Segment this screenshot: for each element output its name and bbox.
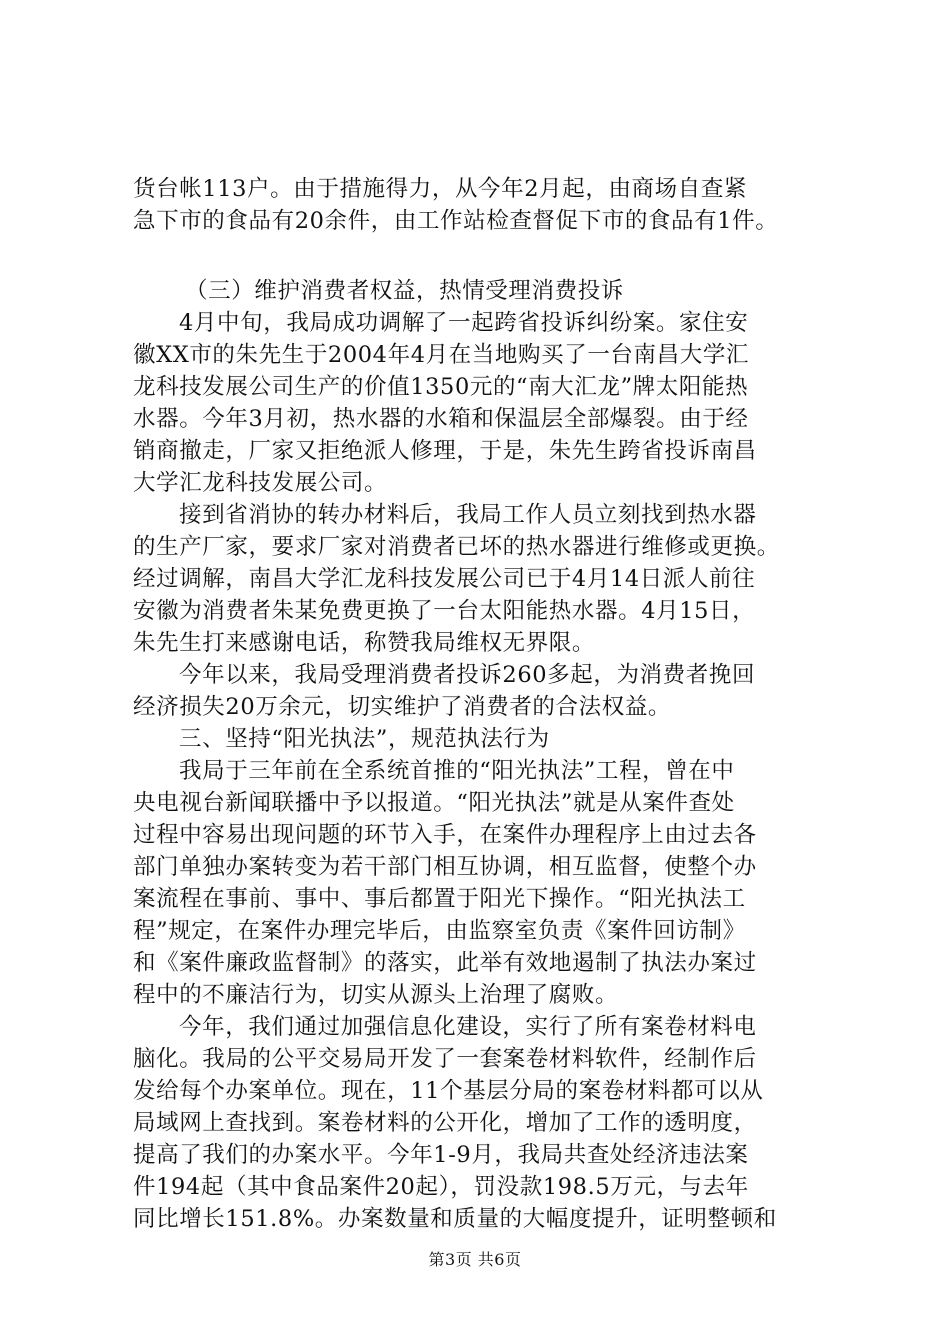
body-line: 安徽为消费者朱某免费更换了一台太阳能热水器。4月15日， [133, 598, 756, 624]
page-number: 第3页 共6页 [428, 1250, 522, 1269]
body-line: 的生产厂家，要求厂家对消费者已坏的热水器进行维修或更换。 [133, 534, 780, 560]
document-body [133, 173, 833, 1235]
body-line: 接到省消协的转办材料后，我局工作人员立刻找到热水器 [179, 502, 757, 528]
body-line: 货台帐113户。由于措施得力，从今年2月起，由商场自查紧 [133, 176, 748, 202]
body-line: 提高了我们的办案水平。今年1-9月，我局共查处经济违法案 [133, 1142, 749, 1168]
body-line: 今年，我们通过加强信息化建设，实行了所有案卷材料电 [179, 1014, 757, 1040]
body-line: 件194起（其中食品案件20起），罚没款198.5万元，与去年 [133, 1174, 749, 1200]
body-line: 经济损失20万余元，切实维护了消费者的合法权益。 [133, 694, 672, 720]
body-line: 程中的不廉洁行为，切实从源头上治理了腐败。 [133, 982, 619, 1008]
body-line: 央电视台新闻联播中予以报道。“阳光执法”就是从案件查处 [133, 790, 735, 816]
body-line: 经过调解，南昌大学汇龙科技发展公司已于4月14日派人前往 [133, 566, 756, 592]
body-line: 今年以来，我局受理消费者投诉260多起，为消费者挽回 [179, 662, 756, 688]
body-line: 我局于三年前在全系统首推的“阳光执法”工程，曾在中 [179, 758, 735, 784]
body-line: 水器。今年3月初，热水器的水箱和保温层全部爆裂。由于经 [133, 406, 749, 432]
section-heading: 三、坚持“阳光执法”，规范执法行为 [179, 726, 550, 752]
body-line: 和《案件廉政监督制》的落实，此举有效地遏制了执法办案过 [133, 950, 757, 976]
body-line: 销商撤走，厂家又拒绝派人修理，于是，朱先生跨省投诉南昌 [133, 438, 757, 464]
body-line: 过程中容易出现问题的环节入手，在案件办理程序上由过去各 [133, 822, 757, 848]
body-line: 部门单独办案转变为若干部门相互协调，相互监督，使整个办 [133, 854, 757, 880]
body-line: 急下市的食品有20余件，由工作站检查督促下市的食品有1件。 [133, 208, 779, 234]
body-line: 案流程在事前、事中、事后都置于阳光下操作。“阳光执法工 [133, 886, 746, 912]
body-line: 程”规定，在案件办理完毕后，由监察室负责《案件回访制》 [133, 918, 746, 944]
body-line: 徽XX市的朱先生于2004年4月在当地购买了一台南昌大学汇 [133, 342, 750, 368]
body-line: 局域网上查找到。案卷材料的公开化，增加了工作的透明度， [133, 1110, 757, 1136]
section-heading: （三）维护消费者权益，热情受理消费投诉 [185, 278, 624, 304]
paragraph-gap [133, 237, 833, 275]
body-line: 大学汇龙科技发展公司。 [133, 470, 388, 496]
page-footer [0, 1249, 950, 1271]
body-line: 同比增长151.8%。办案数量和质量的大幅度提升，证明整顿和 [133, 1206, 777, 1232]
body-line: 龙科技发展公司生产的价值1350元的“南大汇龙”牌太阳能热 [133, 374, 749, 400]
body-line: 脑化。我局的公平交易局开发了一套案卷材料软件，经制作后 [133, 1046, 757, 1072]
body-line: 4月中旬，我局成功调解了一起跨省投诉纠纷案。家住安 [179, 310, 749, 336]
body-line: 发给每个办案单位。现在，11个基层分局的案卷材料都可以从 [133, 1078, 764, 1104]
body-line: 朱先生打来感谢电话，称赞我局维权无界限。 [133, 630, 596, 656]
